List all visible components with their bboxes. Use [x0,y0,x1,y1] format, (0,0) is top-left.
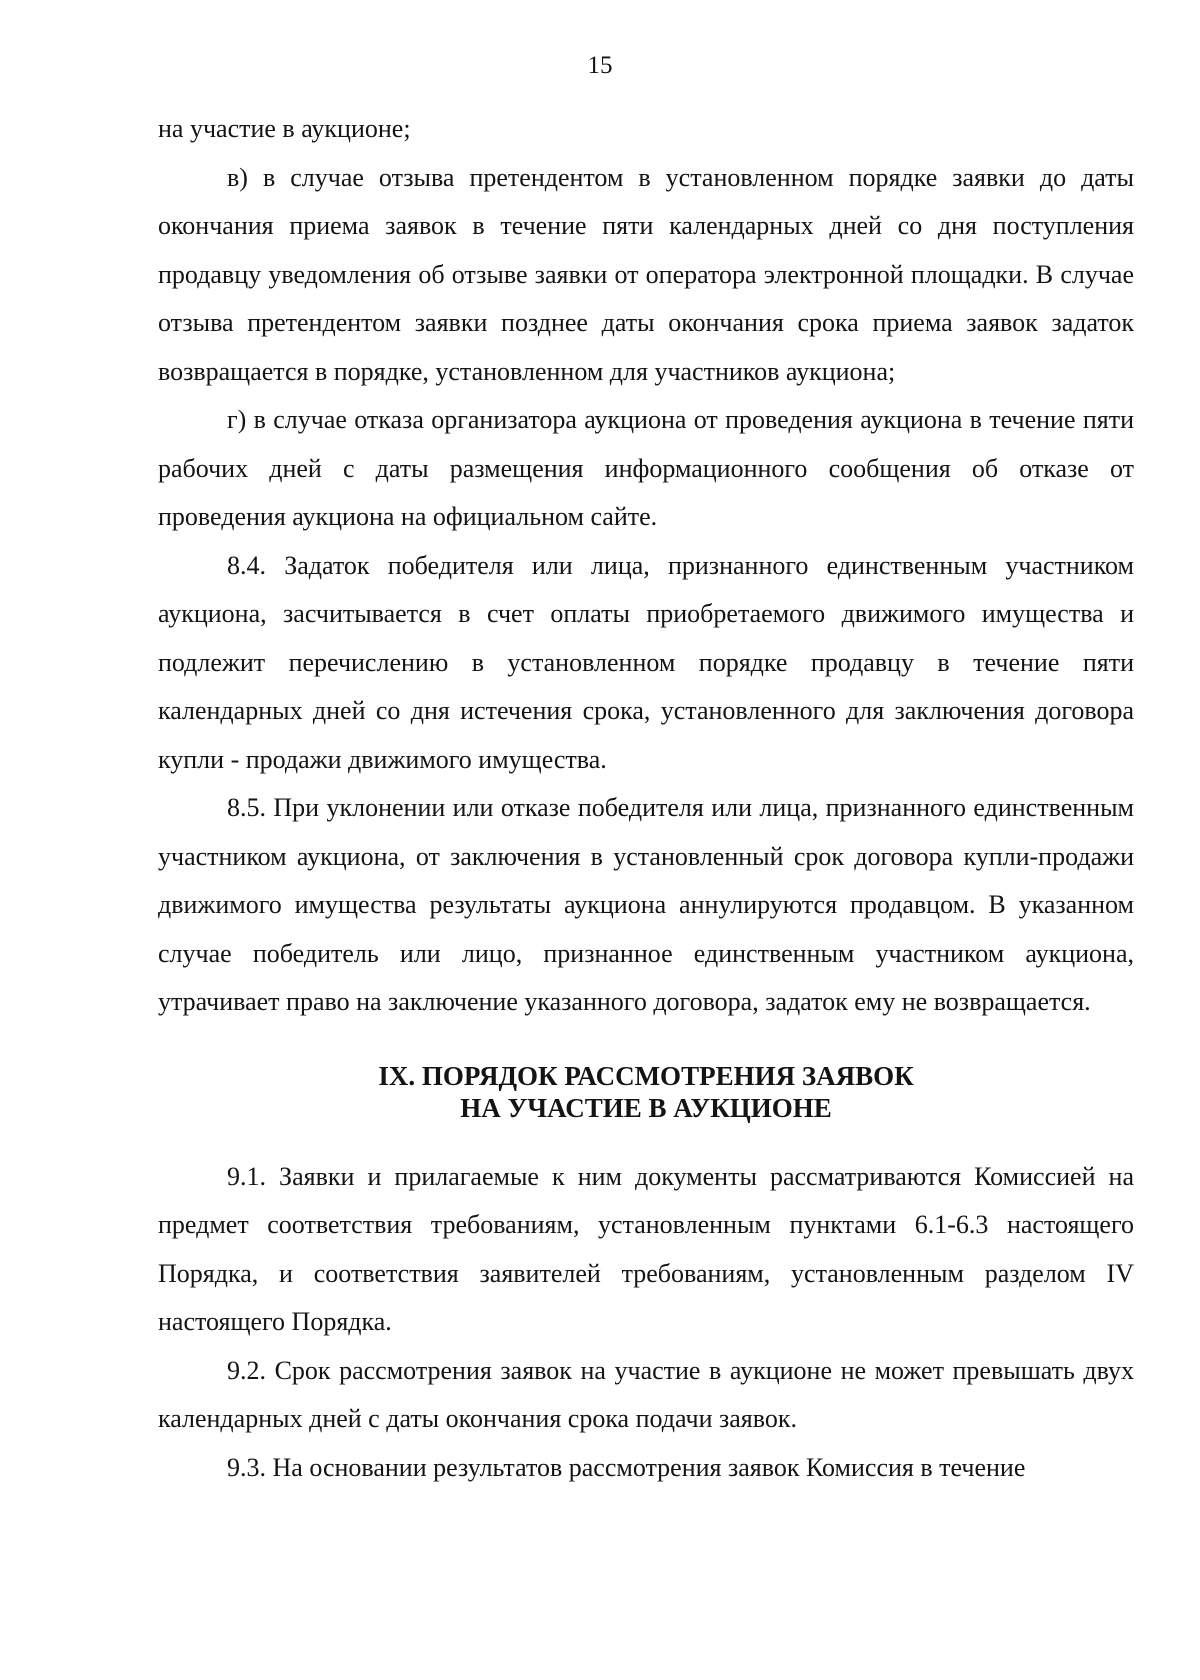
paragraph-9-3: 9.3. На основании результатов рассмотрения заявок Комиссия в течение [227,1452,1026,1482]
paragraph-9-1: 9.1. Заявки и прилагаемые к ним документы рассматриваются Комиссией на предмет соответствия требованиям, установленным пунктами 6.1-6.3 настоящего Порядка, и соответствия заявителей требованиям, установленным разделом IV настоящего Порядка. [158,1161,1134,1336]
paragraph-item-g: г) в случае отказа организатора аукциона от проведения аукциона в течение пяти рабочих дней с даты размещения информационного сообщения об отказе от проведения аукциона на официальном сайте. [158,405,1134,531]
section-heading [158,1060,1134,1124]
section-heading-line-1: IX. ПОРЯДОК РАССМОТРЕНИЯ ЗАЯВОК [378,1060,914,1091]
paragraph-continuation: на участие в аукционе; [158,114,411,143]
document-body [158,105,1134,1492]
paragraph-item-v: в) в случае отзыва претендентом в установленном порядке заявки до даты окончания приема заявок в течение пяти календарных дней со дня поступления продавцу уведомления об отзыве заявки от оператора электронной площадки. В случае отзыва претендентом заявки позднее даты окончания срока приема заявок задаток возвращается в порядке, установленном для участников аукциона; [158,162,1134,386]
section-heading-line-2: НА УЧАСТИЕ В АУКЦИОНЕ [460,1092,832,1123]
paragraph-9-2: 9.2. Срок рассмотрения заявок на участие в аукционе не может превышать двух календарных дней с даты окончания срока подачи заявок. [158,1355,1134,1433]
paragraph-8-4: 8.4. Задаток победителя или лица, признанного единственным участником аукциона, засчитывается в счет оплаты приобретаемого движимого имущества и подлежит перечислению в установленном порядке продавцу в течение пяти календарных дней со дня истечения срока, установленного для заключения договора купли - продажи движимого имущества. [158,550,1134,774]
page-number: 15 [587,52,613,79]
paragraph-8-5: 8.5. При уклонении или отказе победителя или лица, признанного единственным участником аукциона, от заключения в установленный срок договора купли-продажи движимого имущества результаты аукциона аннулируются продавцом. В указанном случае победитель или лицо, признанное единственным участником аукциона, утрачивает право на заключение указанного договора, задаток ему не возвращается. [158,793,1134,1016]
